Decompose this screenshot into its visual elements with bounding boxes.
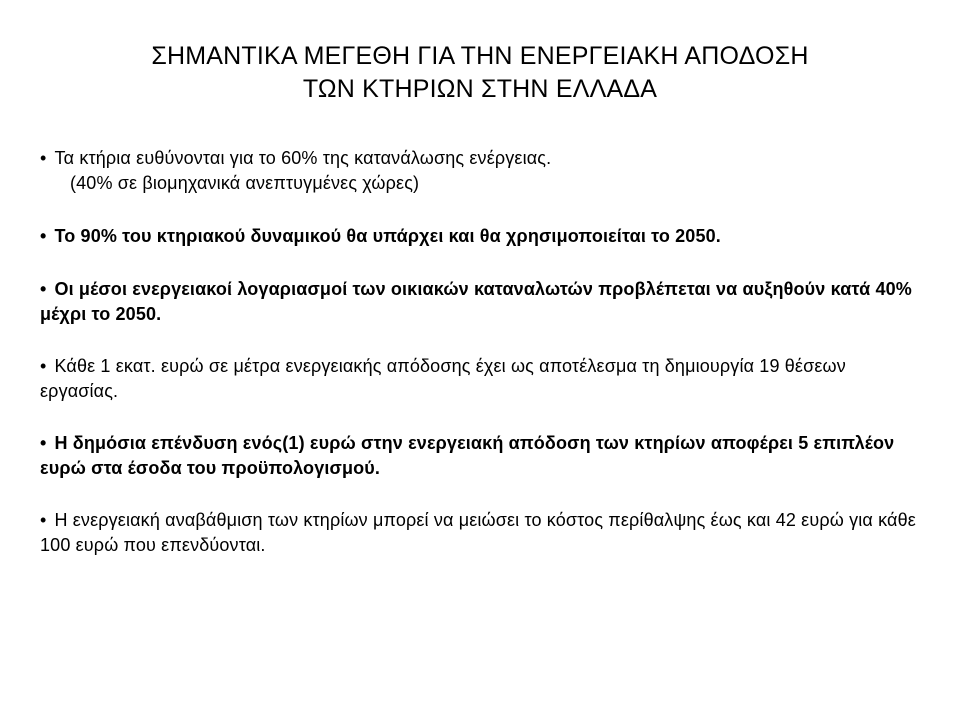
bullet-text: Κάθε 1 εκατ. ευρώ σε μέτρα ενεργειακής απόδοσης έχει ως αποτέλεσμα τη δημιουργία 19 θέσεων εργασίας. [40,356,846,401]
bullet-text: Η ενεργειακή αναβάθμιση των κτηρίων μπορεί να μειώσει το κόστος περίθαλψης έως και 42 ευρώ για κάθε 100 ευρώ που επενδύονται. [40,510,916,555]
bullet-item [40,508,920,558]
bullet-item [40,146,920,196]
bullet-item [40,224,920,249]
title-line-1: ΣΗΜΑΝΤΙΚΑ ΜΕΓΕΘΗ ΓΙΑ ΤΗΝ ΕΝΕΡΓΕΙΑΚΗ ΑΠΟΔΟΣΗ [151,42,809,70]
bullet-text: Το 90% του κτηριακού δυναμικού θα υπάρχει και θα χρησιμοποιείται το 2050. [54,226,721,246]
bullet-item [40,431,920,481]
bullet-list [40,146,920,585]
bullet-subtext: (40% σε βιομηχανικά ανεπτυγμένες χώρες) [70,173,420,193]
bullet-marker: • [40,433,47,453]
title-line-2: ΤΩΝ ΚΤΗΡΙΩΝ ΣΤΗΝ ΕΛΛΑΔΑ [302,75,658,103]
bullet-text: Τα κτήρια ευθύνονται για το 60% της κατανάλωσης ενέργειας. [54,148,552,168]
bullet-text: Οι μέσοι ενεργειακοί λογαριασμοί των οικιακών καταναλωτών προβλέπεται να αυξηθούν κατά 40% μέχρι το 2050. [40,279,912,324]
bullet-marker: • [40,279,47,299]
slide-title [60,40,900,106]
bullet-marker: • [40,510,47,530]
bullet-item [40,354,920,404]
bullet-marker: • [40,356,47,376]
bullet-marker: • [40,148,47,168]
bullet-marker: • [40,226,47,246]
bullet-item [40,277,920,327]
bullet-text: Η δημόσια επένδυση ενός(1) ευρώ στην ενεργειακή απόδοση των κτηρίων αποφέρει 5 επιπλέον ευρώ στα έσοδα του προϋπολογισμού. [40,433,895,478]
